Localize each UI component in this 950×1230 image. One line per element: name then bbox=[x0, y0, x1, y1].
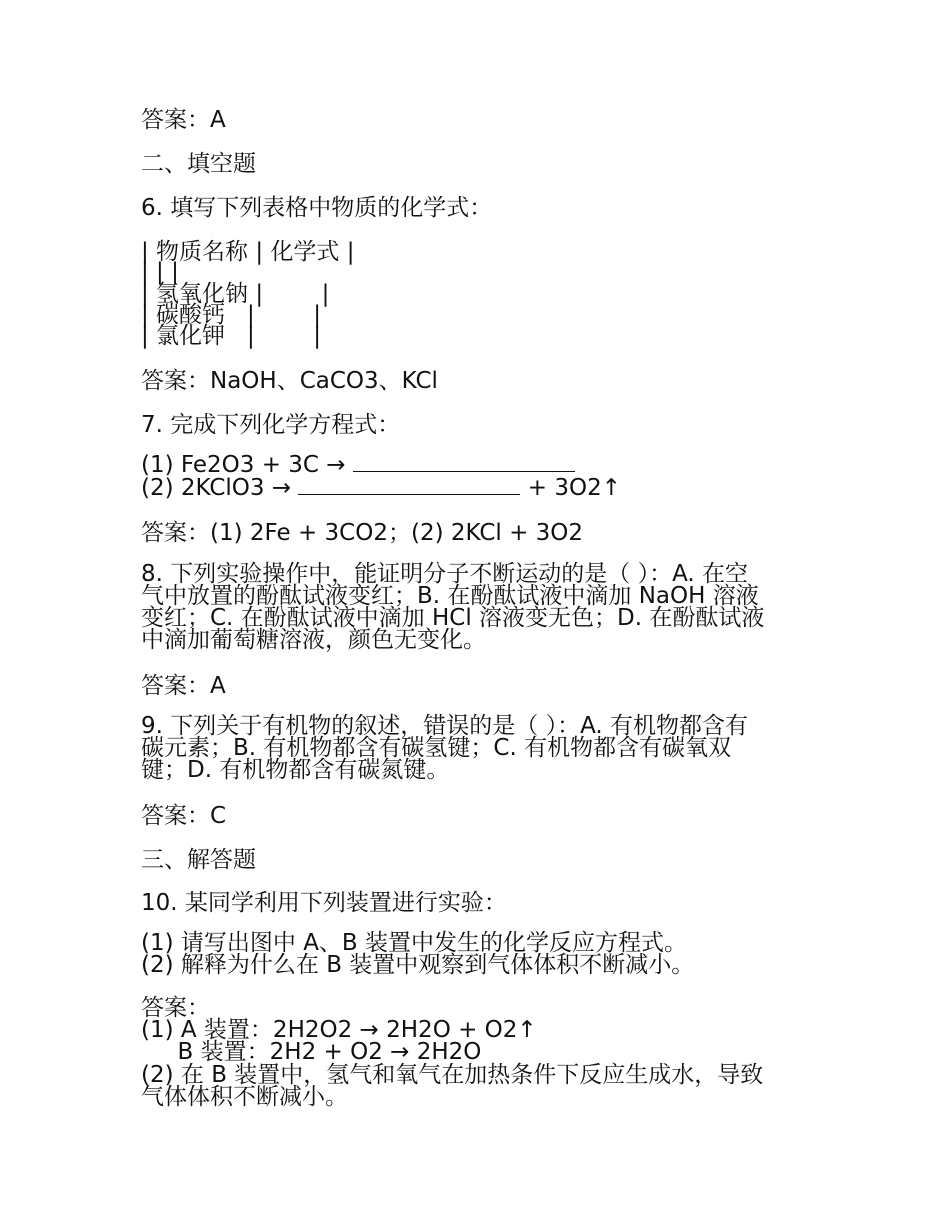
q7-blank-1 bbox=[353, 453, 575, 472]
q6-table-row: | 氯化钾 | | bbox=[141, 323, 321, 349]
q8-line: 气中放置的酚酞试液变红；B. 在酚酞试液中滴加 NaOH 溶液 bbox=[141, 583, 759, 609]
question-6-prompt: 6. 填写下列表格中物质的化学式： bbox=[141, 195, 493, 221]
q9-line: 9. 下列关于有机物的叙述，错误的是（ ）：A. 有机物都含有 bbox=[141, 713, 749, 739]
q8-line: 中滴加葡萄糖溶液，颜色无变化。 bbox=[141, 627, 486, 653]
answer-line: 答案：A bbox=[141, 107, 226, 133]
q8-answer: 答案：A bbox=[141, 673, 226, 699]
q10-answer-line: (1) A 装置：2H2O2 → 2H2O + O2↑ bbox=[141, 1017, 537, 1043]
q7-equation-1-text: (1) Fe2O3 + 3C → bbox=[141, 452, 346, 478]
q7-answer: 答案：(1) 2Fe + 3CO2；(2) 2KCl + 3O2 bbox=[141, 520, 584, 546]
q10-sub-question: (1) 请写出图中 A、B 装置中发生的化学反应方程式。 bbox=[141, 930, 688, 956]
q10-answer-line: 气体体积不断减小。 bbox=[141, 1084, 348, 1110]
q6-table-divider: | | | bbox=[141, 259, 179, 285]
q7-equation-1 bbox=[141, 453, 575, 477]
question-7-prompt: 7. 完成下列化学方程式： bbox=[141, 412, 401, 438]
q9-answer: 答案：C bbox=[141, 803, 227, 829]
q10-answer-line: B 装置：2H2 + O2 → 2H2O bbox=[141, 1039, 482, 1065]
q6-table-header: | 物质名称 | 化学式 | bbox=[141, 239, 355, 265]
q6-table-row: | 碳酸钙 | | bbox=[141, 302, 321, 328]
q7-blank-2 bbox=[298, 476, 520, 495]
q7-equation-2 bbox=[141, 476, 621, 500]
q7-equation-2-suffix: + 3O2↑ bbox=[520, 475, 621, 501]
q7-equation-2-text: (2) 2KClO3 → bbox=[141, 475, 292, 501]
q10-answer-line: (2) 在 B 装置中，氢气和氧气在加热条件下反应生成水，导致 bbox=[141, 1062, 764, 1088]
q9-line: 键；D. 有机物都含有碳氮键。 bbox=[141, 757, 450, 783]
section-heading: 三、解答题 bbox=[141, 847, 256, 873]
q6-answer: 答案：NaOH、CaCO3、KCl bbox=[141, 368, 438, 394]
q6-table-row: | 氢氧化钠 | | bbox=[141, 281, 330, 307]
q10-sub-question: (2) 解释为什么在 B 装置中观察到气体体积不断减小。 bbox=[141, 952, 695, 978]
q8-line: 8. 下列实验操作中，能证明分子不断运动的是（ ）：A. 在空 bbox=[141, 561, 749, 587]
q8-line: 变红；C. 在酚酞试液中滴加 HCl 溶液变无色；D. 在酚酞试液 bbox=[141, 605, 765, 631]
question-10-prompt: 10. 某同学利用下列装置进行实验： bbox=[141, 890, 507, 916]
q9-line: 碳元素；B. 有机物都含有碳氢键；C. 有机物都含有碳氧双 bbox=[141, 735, 732, 761]
section-heading: 二、填空题 bbox=[141, 151, 256, 177]
q10-answer-label: 答案： bbox=[141, 995, 210, 1021]
